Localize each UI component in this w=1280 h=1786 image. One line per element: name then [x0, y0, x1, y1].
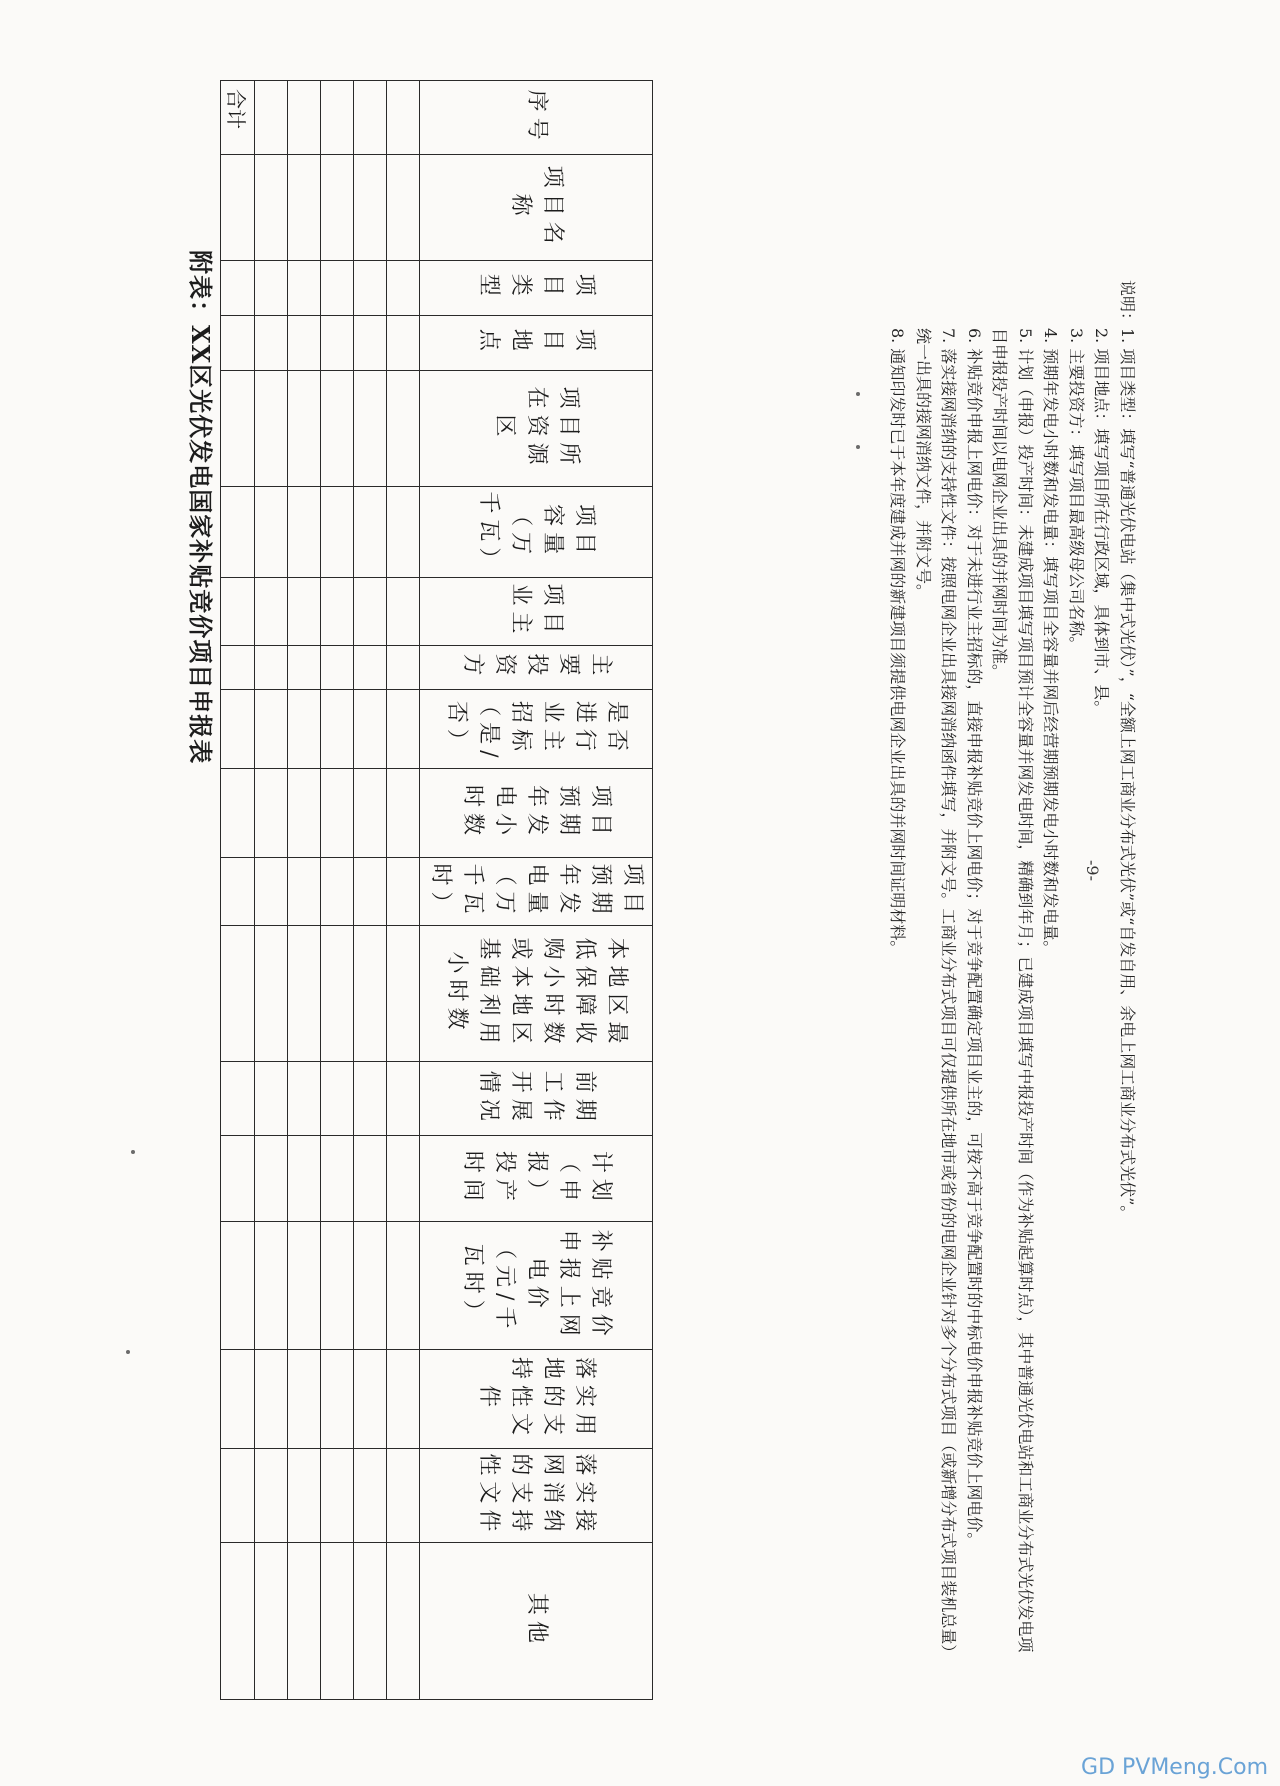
- table-cell: [321, 645, 354, 689]
- table-cell: [354, 1350, 387, 1449]
- table-cell: [387, 315, 420, 370]
- table-cell: [387, 1350, 420, 1449]
- note-item-4: 4. 预期年发电小时数和发电量：填写项目全容量并网后经营期预期发电小时数和发电量。: [1041, 328, 1061, 957]
- table-cell: [387, 370, 420, 487]
- notes-section: [885, 280, 1140, 1660]
- table-cell: [221, 769, 255, 858]
- table-cell: [221, 1222, 255, 1350]
- table-cell: [321, 487, 354, 578]
- table-cell: [354, 1136, 387, 1222]
- table-cell: [387, 926, 420, 1062]
- table-cell: [255, 1350, 288, 1449]
- table-cell: [288, 155, 321, 260]
- table-cell: [321, 926, 354, 1062]
- note-item-6: 6. 补贴竞价申报上网电价：对于未进行业主招标的，直接申报补贴竞价上网电价；对于竞争配置确定项目业主的，可按不高于竞争配置时的中标电价申报补贴竞价上网电价。: [965, 328, 984, 1549]
- table-cell: [221, 155, 255, 260]
- table-cell: [387, 769, 420, 858]
- table-header-row: [420, 81, 653, 1700]
- column-header: 计划（申报）投产时间: [420, 1136, 653, 1222]
- column-header: 主要投资方: [420, 645, 653, 689]
- table-cell: [387, 689, 420, 768]
- table-cell: [387, 1136, 420, 1222]
- table-cell: [255, 1542, 288, 1699]
- note-item-8: 8. 通知印发时已于本年度建成并网的新建项目须提供电网企业出具的并网时间证明材料。: [888, 328, 908, 957]
- table-cell: [354, 315, 387, 370]
- table-cell: [387, 1542, 420, 1699]
- table-cell: [321, 81, 354, 155]
- table-cell: [288, 926, 321, 1062]
- table-cell: [221, 1136, 255, 1222]
- table-cell: [221, 1350, 255, 1449]
- table-cell: [288, 769, 321, 858]
- table-cell: [354, 1448, 387, 1542]
- scan-speck: [856, 392, 860, 396]
- table-cell: [354, 155, 387, 260]
- table-cell: [221, 858, 255, 926]
- table-row: [288, 81, 321, 1700]
- table-cell: [354, 577, 387, 645]
- column-header: 项目预期年发电小时数: [420, 769, 653, 858]
- table-cell: [288, 858, 321, 926]
- watermark: GD PVMeng.Com: [1081, 1755, 1268, 1780]
- table-cell: [221, 577, 255, 645]
- table-cell: [354, 81, 387, 155]
- table-row: [354, 81, 387, 1700]
- table-cell: [387, 260, 420, 315]
- table-cell: [387, 81, 420, 155]
- total-row: [221, 81, 255, 1700]
- table-cell: [354, 926, 387, 1062]
- table-cell: [321, 1542, 354, 1699]
- table-cell: [288, 487, 321, 578]
- table-cell: [288, 1222, 321, 1350]
- table-cell: [221, 260, 255, 315]
- table-cell: [221, 1542, 255, 1699]
- table-cell: [255, 577, 288, 645]
- total-label: 合计: [221, 81, 255, 155]
- table-cell: [255, 1136, 288, 1222]
- table-cell: [255, 487, 288, 578]
- table-cell: [354, 370, 387, 487]
- table-cell: [288, 1542, 321, 1699]
- column-header: 项目地点: [420, 315, 653, 370]
- table-cell: [221, 1448, 255, 1542]
- table-cell: [321, 315, 354, 370]
- table-cell: [221, 926, 255, 1062]
- note-row-2: [1089, 280, 1115, 1660]
- application-table: [220, 80, 653, 1700]
- table-cell: [288, 260, 321, 315]
- note-item-2: 2. 项目地点：填写项目所在行政区域，具体到市、县。: [1092, 328, 1112, 717]
- column-header: 其他: [420, 1542, 653, 1699]
- scan-speck: [131, 1150, 135, 1154]
- table-cell: [221, 1062, 255, 1136]
- column-header: 项目容量（万千瓦）: [420, 487, 653, 578]
- note-row-8: [885, 280, 911, 1660]
- table-cell: [354, 1062, 387, 1136]
- table-row: [321, 81, 354, 1700]
- table-cell: [255, 81, 288, 155]
- scan-speck: [126, 1350, 130, 1354]
- table-cell: [288, 1062, 321, 1136]
- table-cell: [321, 1350, 354, 1449]
- note-item-1: 1. 项目类型：填写“普通光伏电站（集中式光伏）”，“全额上网工商业分布式光伏”或“自发自用、余电上网工商业分布式光伏”。: [1118, 328, 1137, 1222]
- column-header: 落实接网消纳的支持性文件: [420, 1448, 653, 1542]
- table-cell: [354, 260, 387, 315]
- table-cell: [321, 858, 354, 926]
- column-header: 项目类型: [420, 260, 653, 315]
- table-cell: [288, 81, 321, 155]
- column-header: 序号: [420, 81, 653, 155]
- table-cell: [288, 689, 321, 768]
- note-row-5: [987, 280, 1038, 1660]
- table-cell: [387, 1062, 420, 1136]
- column-header: 项目预期年发电量（万千瓦时）: [420, 858, 653, 926]
- table-cell: [387, 645, 420, 689]
- notes-label: 说明：: [1118, 280, 1137, 329]
- table-cell: [288, 370, 321, 487]
- table-cell: [354, 645, 387, 689]
- table-cell: [288, 645, 321, 689]
- table-cell: [354, 487, 387, 578]
- table-body: [221, 81, 420, 1700]
- table-cell: [387, 155, 420, 260]
- scan-speck: [856, 445, 860, 449]
- table-cell: [354, 769, 387, 858]
- table-cell: [387, 1448, 420, 1542]
- table-cell: [321, 155, 354, 260]
- table-cell: [288, 1350, 321, 1449]
- table-cell: [321, 1062, 354, 1136]
- table-cell: [387, 487, 420, 578]
- table-cell: [221, 487, 255, 578]
- table-cell: [255, 645, 288, 689]
- page-number: -9-: [1083, 860, 1102, 881]
- column-header: 本地区最低保障收购小时数或本地区基础利用小时数: [420, 926, 653, 1062]
- column-header: 补贴竞价申报上网电价（元/千瓦时）: [420, 1222, 653, 1350]
- column-header: 项目名称: [420, 155, 653, 260]
- table-cell: [255, 315, 288, 370]
- table-cell: [255, 1062, 288, 1136]
- note-item-7: 7. 落实接网消纳的支持性文件：按照电网企业出具接网消纳函件填写，并附文号。工商业分布式项目可仅提供所在地市或省份的电网企业针对多个分布式项目（或新增分布式项目装机总量）统一出具的接网消纳文件，并附文号。: [914, 328, 959, 1653]
- table-cell: [221, 645, 255, 689]
- table-cell: [255, 769, 288, 858]
- table-cell: [354, 858, 387, 926]
- notes-first-row: [1115, 280, 1141, 1660]
- table-cell: [221, 689, 255, 768]
- column-header: 前期工作开展情况: [420, 1062, 653, 1136]
- note-row-7: [911, 280, 962, 1660]
- table-cell: [288, 315, 321, 370]
- table-cell: [255, 370, 288, 487]
- table-cell: [321, 689, 354, 768]
- table-cell: [255, 858, 288, 926]
- table-cell: [221, 315, 255, 370]
- table-cell: [354, 1542, 387, 1699]
- table-cell: [288, 1136, 321, 1222]
- table-cell: [321, 1448, 354, 1542]
- table-cell: [321, 370, 354, 487]
- table-cell: [221, 370, 255, 487]
- table-cell: [387, 577, 420, 645]
- table-cell: [321, 769, 354, 858]
- note-row-4: [1038, 280, 1064, 1660]
- note-row-6: [962, 280, 988, 1660]
- table-cell: [288, 1448, 321, 1542]
- table-row: [387, 81, 420, 1700]
- table-cell: [255, 1448, 288, 1542]
- table-cell: [255, 926, 288, 1062]
- column-header: 项目所在资源区: [420, 370, 653, 487]
- column-header: 落实用地的支持性文件: [420, 1350, 653, 1449]
- note-item-5: 5. 计划（申报）投产时间：未建成项目填写项目预计全容量并网发电时间，精确到年月；已建成项目填写中报投产时间（作为补贴起算时点），其中普通光伏电站和工商业分布式光伏发电项目申报投产时间以电网企业出具的并网时间为准。: [990, 328, 1035, 1653]
- table-cell: [255, 1222, 288, 1350]
- table-cell: [387, 1222, 420, 1350]
- note-row-3: [1064, 280, 1090, 1660]
- document-title: 附表：XX区光伏发电国家补贴竞价项目申报表: [186, 250, 215, 765]
- table-cell: [321, 260, 354, 315]
- table-cell: [321, 1136, 354, 1222]
- note-item-3: 3. 主要投资方：填写项目最高级母公司名称。: [1067, 328, 1086, 653]
- table-cell: [255, 260, 288, 315]
- table-cell: [255, 689, 288, 768]
- table-cell: [288, 577, 321, 645]
- column-header: 是否进行业主招标（是/否）: [420, 689, 653, 768]
- table-cell: [321, 577, 354, 645]
- table-cell: [354, 1222, 387, 1350]
- table-cell: [387, 858, 420, 926]
- column-header: 项目业主: [420, 577, 653, 645]
- table-cell: [321, 1222, 354, 1350]
- table-cell: [255, 155, 288, 260]
- table-row: [255, 81, 288, 1700]
- table-cell: [354, 689, 387, 768]
